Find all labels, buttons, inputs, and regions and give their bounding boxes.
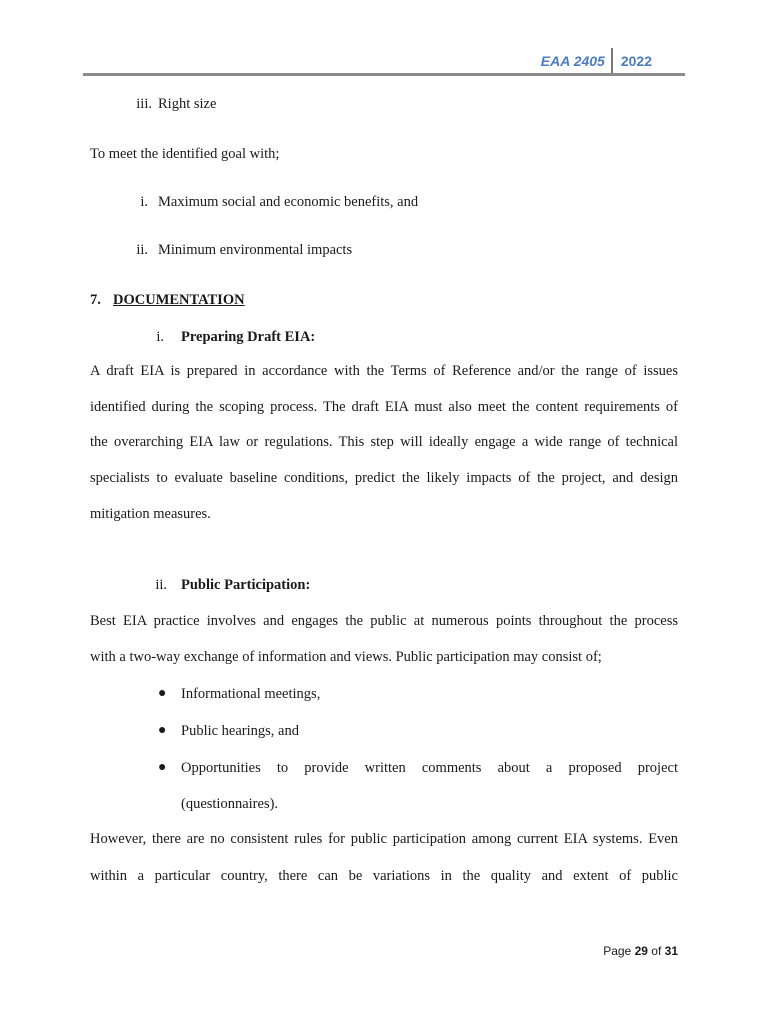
list-item-text: Minimum environmental impacts xyxy=(158,242,353,258)
page-label: Page xyxy=(603,944,632,958)
section-number: 7. xyxy=(90,292,101,308)
paragraph-line: A draft EIA is prepared in accordance with the Terms of Reference and/or the range of issues xyxy=(90,363,678,379)
paragraph-line: within a particular country, there can be variations in the quality and extent of public xyxy=(90,868,678,884)
bullet-icon: ● xyxy=(158,723,167,738)
bullet-icon: ● xyxy=(158,760,167,775)
list-number: ii. xyxy=(136,242,148,258)
goal-intro: To meet the identified goal with; xyxy=(90,146,280,162)
bullet-icon: ● xyxy=(158,686,167,701)
paragraph-line: the overarching EIA law or regulations. This step will ideally engage a wide range of technical xyxy=(90,434,678,450)
paragraph-line: specialists to evaluate baseline conditions, predict the likely impacts of the project, and design xyxy=(90,470,678,486)
paragraph-line: Best EIA practice involves and engages the public at numerous points throughout the process xyxy=(90,613,678,629)
subsection-number: i. xyxy=(156,329,164,345)
subsection-number: ii. xyxy=(155,577,167,593)
paragraph-line: However, there are no consistent rules for public participation among current EIA systems. Even xyxy=(90,831,678,847)
list-item-text: Maximum social and economic benefits, and xyxy=(158,194,419,210)
subsection-title: Public Participation: xyxy=(181,577,311,593)
page-footer xyxy=(603,944,678,958)
header-year: 2022 xyxy=(620,53,652,69)
list-number: iii. xyxy=(136,96,152,112)
header-rule xyxy=(83,73,685,76)
subsection-title: Preparing Draft EIA: xyxy=(181,329,316,345)
bullet-text: Informational meetings, xyxy=(181,686,321,702)
paragraph-line: with a two-way exchange of information and views. Public participation may consist of; xyxy=(90,649,602,665)
page-of: of xyxy=(651,944,662,958)
course-code: EAA 2405 xyxy=(540,53,605,69)
list-number: i. xyxy=(140,194,148,210)
page-total: 31 xyxy=(664,944,678,958)
paragraph-line: mitigation measures. xyxy=(90,506,211,522)
paragraph-line: identified during the scoping process. The draft EIA must also meet the content requirements of xyxy=(90,399,678,415)
section-title: DOCUMENTATION xyxy=(113,292,245,308)
bullet-text: Opportunities to provide written comments about a proposed project xyxy=(181,760,678,776)
bullet-text: Public hearings, and xyxy=(181,723,299,739)
page-current: 29 xyxy=(634,944,648,958)
list-item-text: Right size xyxy=(158,96,217,112)
bullet-text-continued: (questionnaires). xyxy=(181,796,279,812)
